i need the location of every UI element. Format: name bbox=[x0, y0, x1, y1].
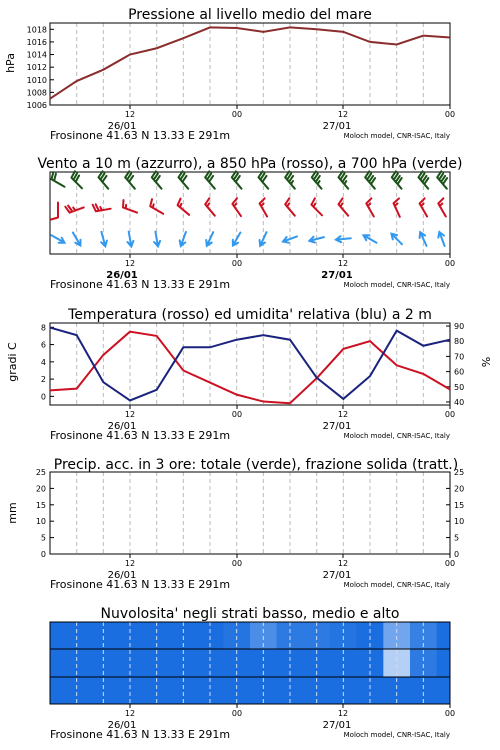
y-right-tick-label: 40 bbox=[454, 397, 465, 407]
temp-rh-plot-frame bbox=[50, 323, 450, 405]
pressure-gridlines bbox=[77, 23, 424, 105]
date-label: 26/01 bbox=[107, 570, 137, 581]
time-tick-label: 12 bbox=[124, 259, 136, 268]
time-tick-label: 00 bbox=[444, 709, 456, 718]
y-tick-label: 20 bbox=[35, 484, 46, 494]
wind-barb-10m bbox=[233, 233, 241, 246]
date-label: 27/01 bbox=[322, 421, 352, 432]
y-right-tick-label: 60 bbox=[454, 367, 465, 377]
model-credit: Moloch model, CNR-ISAC, Italy bbox=[343, 132, 450, 140]
time-tick-label: 12 bbox=[124, 110, 136, 119]
wind-barb-10m bbox=[128, 232, 134, 247]
cloud-cell-alto bbox=[437, 622, 451, 649]
pressure-plot-frame bbox=[50, 23, 450, 105]
wind-title: Vento a 10 m (azzurro), a 850 hPa (rosso), a 700 hPa (verde) bbox=[37, 156, 463, 172]
time-tick-label: 00 bbox=[231, 559, 243, 568]
y-tick-label: 4 bbox=[40, 357, 46, 367]
pressure-ylabel: hPa bbox=[4, 53, 17, 73]
y-right-tick-label: 15 bbox=[454, 500, 465, 510]
precip-gridlines bbox=[77, 472, 424, 554]
rh-y-ticks bbox=[446, 322, 464, 407]
y-right-tick-label: 50 bbox=[454, 382, 465, 392]
y-tick-label: 0 bbox=[40, 550, 46, 559]
y-tick-label: 5 bbox=[40, 533, 46, 543]
y-tick-label: 1006 bbox=[26, 101, 47, 110]
y-tick-label: 25 bbox=[35, 468, 46, 477]
y-right-tick-label: 0 bbox=[454, 550, 460, 559]
y-tick-label: 10 bbox=[35, 517, 46, 527]
date-label: 26/01 bbox=[107, 421, 137, 432]
date-label: 26/01 bbox=[107, 121, 137, 132]
precip-title: Precip. acc. in 3 ore: totale (verde), frazione solida (tratt.) bbox=[53, 457, 459, 473]
y-right-tick-label: 70 bbox=[454, 352, 465, 362]
precip-y-ticks bbox=[36, 468, 54, 559]
time-tick-label: 12 bbox=[337, 559, 349, 568]
pressure-panel bbox=[4, 7, 450, 110]
wind-panel bbox=[37, 156, 462, 254]
cloud-cell-medio bbox=[437, 649, 451, 677]
y-tick-label: 15 bbox=[35, 500, 46, 510]
clouds-title: Nuvolosita' negli strati basso, medio e alto bbox=[100, 606, 400, 622]
pressure-title: Pressione al livello medio del mare bbox=[128, 7, 372, 23]
temp-rh-panel bbox=[6, 307, 493, 407]
time-tick-label: 12 bbox=[124, 709, 136, 718]
temp-rh-marks bbox=[50, 328, 450, 404]
time-tick-label: 12 bbox=[337, 110, 349, 119]
y-tick-label: 1012 bbox=[26, 63, 47, 73]
clouds-panel bbox=[50, 606, 451, 704]
y-tick-label: 8 bbox=[40, 323, 46, 333]
temp-ylabel: gradi C bbox=[6, 342, 19, 382]
cloud-cell-basso bbox=[50, 677, 64, 704]
y-tick-label: 6 bbox=[40, 340, 46, 350]
model-credit: Moloch model, CNR-ISAC, Italy bbox=[343, 731, 450, 739]
temp-rh-title: Temperatura (rosso) ed umidita' relativa (blu) a 2 m bbox=[68, 307, 432, 323]
time-tick-label: 00 bbox=[444, 259, 456, 268]
time-tick-label: 00 bbox=[231, 110, 243, 119]
time-tick-label: 12 bbox=[337, 709, 349, 718]
model-credit: Moloch model, CNR-ISAC, Italy bbox=[343, 581, 450, 589]
precip-plot-frame bbox=[50, 472, 450, 554]
y-tick-label: 2 bbox=[40, 375, 46, 385]
y-right-tick-label: 90 bbox=[454, 322, 465, 332]
date-label: 26/01 bbox=[106, 270, 138, 281]
y-tick-label: 1018 bbox=[26, 25, 47, 35]
y-right-tick-label: 10 bbox=[454, 517, 465, 527]
wind-barb-700hpa bbox=[52, 172, 65, 187]
date-label: 27/01 bbox=[321, 270, 353, 281]
wind-barb-850hpa bbox=[438, 198, 446, 216]
y-tick-label: 1016 bbox=[26, 37, 47, 47]
wind-barbs bbox=[51, 171, 447, 246]
precip-y-ticks-right bbox=[446, 468, 464, 559]
location-label: Frosinone 41.63 N 13.33 E 291m bbox=[50, 578, 231, 591]
location-label: Frosinone 41.63 N 13.33 E 291m bbox=[50, 728, 231, 741]
humidity-line bbox=[50, 328, 450, 401]
wind-barb-10m bbox=[52, 235, 65, 243]
time-tick-label: 00 bbox=[231, 410, 243, 419]
y-right-tick-label: 5 bbox=[454, 533, 460, 543]
wind-barb-10m bbox=[180, 232, 186, 246]
cloud-cell-alto bbox=[50, 622, 64, 649]
wind-barb-10m bbox=[73, 233, 81, 246]
cloud-cell-basso bbox=[437, 677, 451, 704]
y-right-tick-label: 80 bbox=[454, 337, 465, 347]
date-label: 27/01 bbox=[322, 720, 352, 731]
location-label: Frosinone 41.63 N 13.33 E 291m bbox=[50, 429, 231, 442]
location-label: Frosinone 41.63 N 13.33 E 291m bbox=[50, 278, 231, 291]
location-label: Frosinone 41.63 N 13.33 E 291m bbox=[50, 129, 231, 142]
precip-panel bbox=[6, 457, 464, 559]
precip-ylabel: mm bbox=[6, 502, 19, 524]
time-tick-label: 12 bbox=[337, 259, 349, 268]
model-credit: Moloch model, CNR-ISAC, Italy bbox=[343, 281, 450, 289]
time-tick-label: 00 bbox=[444, 110, 456, 119]
wind-barb-10m bbox=[260, 232, 267, 246]
clouds-heatmap bbox=[50, 622, 451, 704]
wind-barb-700hpa bbox=[71, 171, 82, 188]
cloud-cell-medio bbox=[50, 649, 64, 677]
pressure-marks bbox=[50, 27, 450, 98]
temp-rh-gridlines bbox=[77, 323, 424, 405]
wind-barb-10m bbox=[101, 232, 107, 246]
wind-barb-850hpa bbox=[93, 204, 111, 211]
time-tick-label: 00 bbox=[231, 709, 243, 718]
y-tick-label: 1010 bbox=[26, 75, 47, 85]
time-tick-label: 00 bbox=[444, 559, 456, 568]
time-tick-label: 00 bbox=[444, 410, 456, 419]
wind-barb-700hpa bbox=[437, 171, 447, 188]
wind-barb-10m bbox=[438, 232, 444, 246]
y-tick-label: 0 bbox=[40, 392, 46, 402]
pressure-line bbox=[50, 27, 450, 98]
wind-plot-frame bbox=[50, 172, 450, 254]
rh-ylabel: % bbox=[480, 356, 493, 368]
wind-barb-10m bbox=[154, 232, 160, 247]
time-tick-label: 12 bbox=[337, 410, 349, 419]
y-right-tick-label: 20 bbox=[454, 484, 465, 494]
date-label: 26/01 bbox=[107, 720, 137, 731]
time-tick-label: 00 bbox=[231, 259, 243, 268]
wind-barb-850hpa bbox=[65, 206, 83, 213]
date-label: 27/01 bbox=[322, 121, 352, 132]
y-right-tick-label: 25 bbox=[454, 468, 465, 477]
time-tick-label: 12 bbox=[124, 559, 136, 568]
time-tick-label: 12 bbox=[124, 410, 136, 419]
y-tick-label: 1008 bbox=[26, 88, 47, 98]
wind-barb-850hpa bbox=[51, 203, 58, 220]
model-credit: Moloch model, CNR-ISAC, Italy bbox=[343, 432, 450, 440]
date-label: 27/01 bbox=[322, 570, 352, 581]
wind-barb-10m bbox=[206, 232, 213, 246]
y-tick-label: 1014 bbox=[26, 50, 47, 60]
